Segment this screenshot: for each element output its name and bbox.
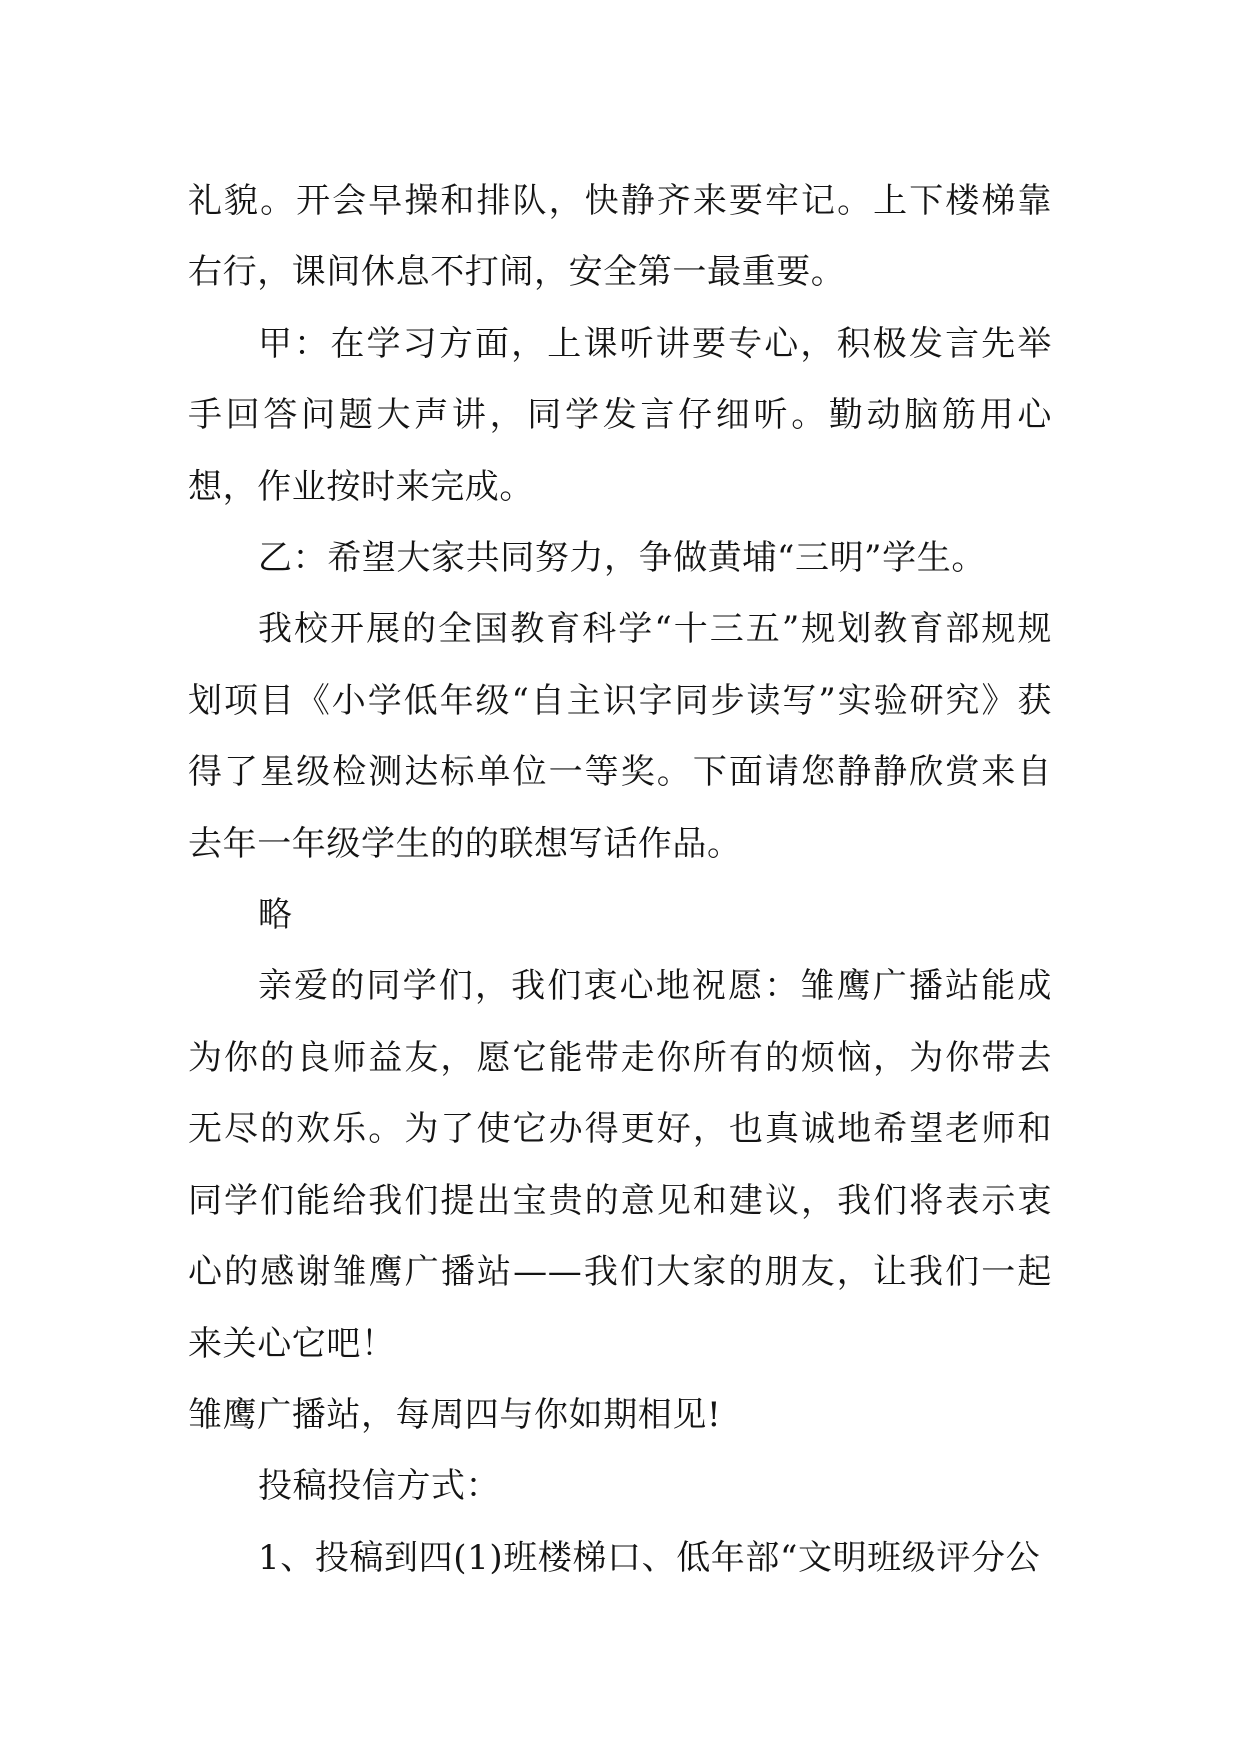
paragraph-submission-item-1: 1、投稿到四(1)班楼梯口、低年部“文明班级评分公 <box>258 1537 1041 1578</box>
paragraph-hope: 乙：希望大家共同努力，争做黄埔“三明”学生。 <box>258 538 986 579</box>
paragraph-study: 甲：在学习方面，上课听讲要专心，积极发言先举手回答问题大声讲，同学发言仔细听。勤动脑筋用心想，作业按时来完成。 <box>188 323 1052 507</box>
paragraph-award: 我校开展的全国教育科学“十三五”规划教育部规规划项目《小学低年级“自主识字同步读写”实验研究》获得了星级检测达标单位一等奖。下面请您静静欣赏来自去年一年级学生的的联想写话作品。 <box>188 609 1052 864</box>
document-body <box>188 166 1052 1594</box>
paragraph-closing: 亲爱的同学们，我们衷心地祝愿：雏鹰广播站能成为你的良师益友，愿它能带走你所有的烦恼，为你带去无尽的欢乐。为了使它办得更好，也真诚地希望老师和同学们能给我们提出宝贵的意见和建议，我们将表示衷心的感谢雏鹰广播站——我们大家的朋友，让我们一起来关心它吧！ <box>188 966 1052 1364</box>
paragraph-continuation: 礼貌。开会早操和排队，快静齐来要牢记。上下楼梯靠右行，课间休息不打闹，安全第一最重要。 <box>188 181 1052 293</box>
paragraph-omitted: 略 <box>258 895 293 936</box>
paragraph-submission-heading: 投稿投信方式： <box>258 1466 501 1507</box>
paragraph-weekly: 雏鹰广播站，每周四与你如期相见! <box>188 1394 722 1435</box>
